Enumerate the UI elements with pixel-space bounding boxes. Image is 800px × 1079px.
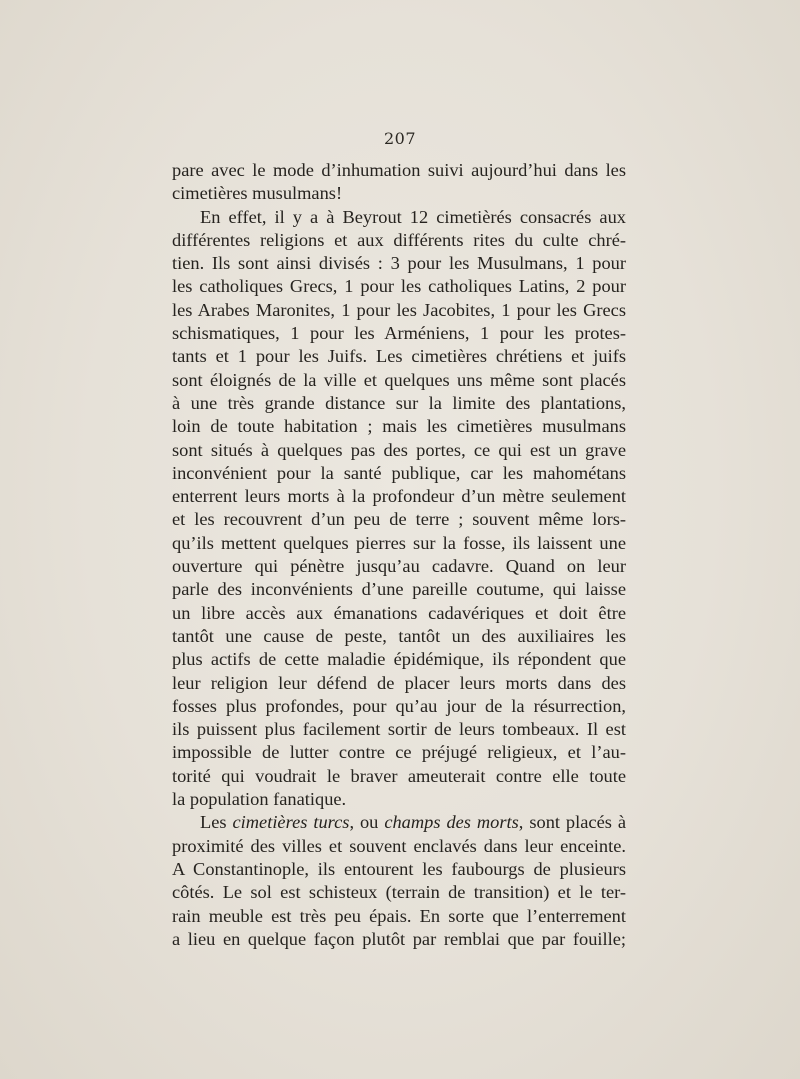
text-line: ouverture qui pénètre jusqu’au cadavre. Quand on leur	[172, 556, 626, 577]
text-line: proximité des villes et souvent enclavés dans leur enceinte.	[172, 835, 626, 856]
text-line: la population fanatique.	[172, 789, 347, 810]
text-fragment: Les	[200, 812, 233, 833]
text-line: sont situés à quelques pas des portes, ce qui est un grave	[172, 439, 626, 460]
text-line: leur religion leur défend de placer leurs morts dans des	[172, 672, 626, 693]
text-line: fosses plus profondes, pour qu’au jour de la résurrection,	[172, 695, 626, 716]
text-line: tien. Ils sont ainsi divisés : 3 pour les Musulmans, 1 pour	[172, 253, 626, 274]
text-line: les catholiques Grecs, 1 pour les catholiques Latins, 2 pour	[172, 276, 626, 297]
text-line	[172, 811, 626, 834]
text-line: parle des inconvénients d’une pareille coutume, qui laisse	[172, 579, 626, 600]
text-line: tantôt une cause de peste, tantôt un des auxiliaires les	[172, 625, 626, 646]
text-line: qu’ils mettent quelques pierres sur la fosse, ils laissent une	[172, 532, 626, 553]
italic-phrase: champs des morts	[384, 812, 519, 833]
text-fragment: , ou	[349, 812, 385, 833]
text-line: schismatiques, 1 pour les Arméniens, 1 pour les protes-	[172, 323, 626, 344]
text-line: à une très grande distance sur la limite des plantations,	[172, 392, 626, 413]
text-line: inconvénient pour la santé publique, car les mahométans	[172, 462, 626, 483]
text-line: En effet, il y a à Beyrout 12 cimetièrés consacrés aux	[200, 206, 626, 227]
text-line: côtés. Le sol est schisteux (terrain de transition) et le ter-	[172, 882, 626, 903]
text-line: sont éloignés de la ville et quelques uns même sont placés	[172, 369, 626, 390]
text-line: tants et 1 pour les Juifs. Les cimetières chrétiens et juifs	[172, 346, 626, 367]
text-line: torité qui voudrait le braver ameuterait contre elle toute	[172, 765, 626, 786]
text-line: impossible de lutter contre ce préjugé religieux, et l’au-	[172, 742, 626, 763]
text-line: loin de toute habitation ; mais les cimetières musulmans	[172, 416, 626, 437]
text-line: plus actifs de cette maladie épidémique, ils répondent que	[172, 649, 626, 670]
text-fragment: , sont placés à	[518, 812, 626, 833]
text-line: pare avec le mode d’inhumation suivi aujourd’hui dans les	[172, 160, 626, 180]
text-line: rain meuble est très peu épais. En sorte que l’enterrement	[172, 905, 626, 926]
text-line: différentes religions et aux différents rites du culte chré-	[172, 229, 626, 250]
text-line: A Constantinople, ils entourent les faubourgs de plusieurs	[172, 858, 626, 879]
text-line: et les recouvrent d’un peu de terre ; souvent même lors-	[172, 509, 626, 530]
page-number: 207	[383, 129, 417, 148]
text-line: les Arabes Maronites, 1 pour les Jacobites, 1 pour les Grecs	[172, 299, 626, 320]
text-line: un libre accès aux émanations cadavériques et doit être	[172, 602, 626, 623]
text-line: ils puissent plus facilement sortir de leurs tombeaux. Il est	[172, 719, 626, 740]
body-text	[172, 159, 626, 951]
italic-phrase: cimetières turcs	[232, 812, 350, 833]
text-line: a lieu en quelque façon plutôt par remblai que par fouille;	[172, 928, 626, 949]
text-line: cimetières musulmans!	[172, 183, 343, 204]
text-line: enterrent leurs morts à la profondeur d’un mètre seulement	[172, 486, 626, 507]
